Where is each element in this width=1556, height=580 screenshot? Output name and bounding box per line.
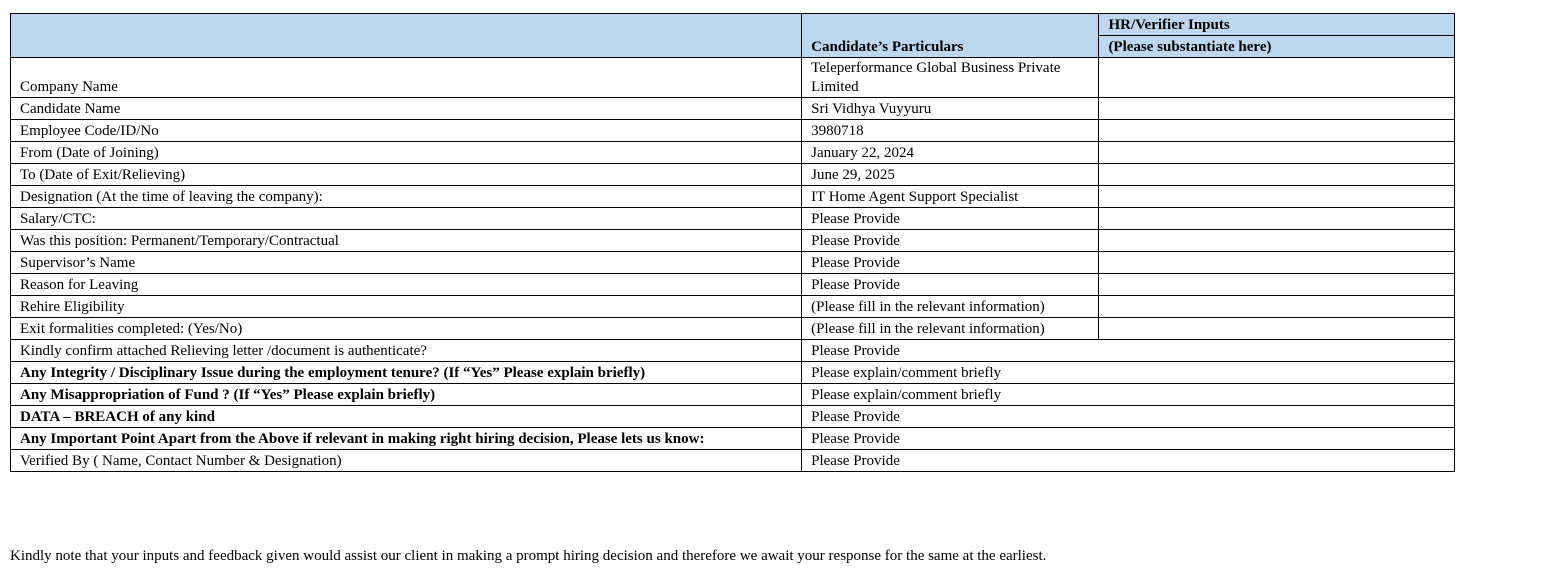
table-row (11, 58, 1455, 98)
row-label: To (Date of Exit/Relieving) (11, 164, 802, 186)
verifier-input-cell[interactable] (1099, 98, 1455, 120)
table-row (11, 428, 1455, 450)
row-label: Rehire Eligibility (11, 296, 802, 318)
table-row (11, 252, 1455, 274)
row-value: Please Provide (802, 428, 1455, 450)
row-label: Supervisor’s Name (11, 252, 802, 274)
verifier-input-cell[interactable] (1099, 230, 1455, 252)
row-value: Teleperformance Global Business Private Limited (802, 58, 1099, 98)
table-row (11, 362, 1455, 384)
table-row (11, 164, 1455, 186)
verifier-input-cell[interactable] (1099, 252, 1455, 274)
table-row (11, 340, 1455, 362)
row-label: Exit formalities completed: (Yes/No) (11, 318, 802, 340)
row-label: Any Integrity / Disciplinary Issue during the employment tenure? (If “Yes” Please explain briefly) (11, 362, 802, 384)
header-verifier-inputs: HR/Verifier Inputs (1099, 14, 1455, 36)
verifier-input-cell[interactable] (1099, 164, 1455, 186)
row-value: Please Provide (802, 252, 1099, 274)
table-row (11, 296, 1455, 318)
row-label: DATA – BREACH of any kind (11, 406, 802, 428)
table-row (11, 406, 1455, 428)
verifier-input-cell[interactable] (1099, 186, 1455, 208)
row-value: June 29, 2025 (802, 164, 1099, 186)
table-row (11, 98, 1455, 120)
row-value: IT Home Agent Support Specialist (802, 186, 1099, 208)
row-label: From (Date of Joining) (11, 142, 802, 164)
table-row (11, 186, 1455, 208)
table-row (11, 318, 1455, 340)
row-value: 3980718 (802, 120, 1099, 142)
row-value: Please Provide (802, 340, 1455, 362)
table-row (11, 274, 1455, 296)
row-label: Company Name (11, 58, 802, 98)
row-value: (Please fill in the relevant information) (802, 296, 1099, 318)
table-row (11, 142, 1455, 164)
verifier-input-cell[interactable] (1099, 58, 1455, 98)
table-row (11, 230, 1455, 252)
row-value: Sri Vidhya Vuyyuru (802, 98, 1099, 120)
verification-form-table (10, 13, 1455, 472)
row-value: Please explain/comment briefly (802, 362, 1455, 384)
row-value: January 22, 2024 (802, 142, 1099, 164)
row-label: Any Important Point Apart from the Above if relevant in making right hiring decision, Please lets us know: (11, 428, 802, 450)
row-label: Was this position: Permanent/Temporary/Contractual (11, 230, 802, 252)
verifier-input-cell[interactable] (1099, 318, 1455, 340)
table-row (11, 120, 1455, 142)
row-label: Reason for Leaving (11, 274, 802, 296)
row-value: Please Provide (802, 208, 1099, 230)
header-candidate-particulars: Candidate’s Particulars (802, 14, 1099, 58)
header-blank-cell (11, 14, 802, 58)
verifier-input-cell[interactable] (1099, 274, 1455, 296)
verifier-input-cell[interactable] (1099, 142, 1455, 164)
row-value: Please explain/comment briefly (802, 384, 1455, 406)
row-value: Please Provide (802, 274, 1099, 296)
row-label: Salary/CTC: (11, 208, 802, 230)
row-value: Please Provide (802, 230, 1099, 252)
row-label: Kindly confirm attached Relieving letter /document is authenticate? (11, 340, 802, 362)
table-row (11, 208, 1455, 230)
row-label: Verified By ( Name, Contact Number & Designation) (11, 450, 802, 472)
header-row-top (11, 14, 1455, 36)
verifier-input-cell[interactable] (1099, 208, 1455, 230)
row-value: (Please fill in the relevant information) (802, 318, 1099, 340)
footer-note: Kindly note that your inputs and feedback given would assist our client in making a prompt hiring decision and therefore we await your response for the same at the earliest. (10, 548, 1047, 564)
header-substantiate-note: (Please substantiate here) (1099, 36, 1455, 58)
table-row (11, 384, 1455, 406)
row-label: Candidate Name (11, 98, 802, 120)
row-label: Any Misappropriation of Fund ? (If “Yes” Please explain briefly) (11, 384, 802, 406)
verifier-input-cell[interactable] (1099, 296, 1455, 318)
row-value: Please Provide (802, 450, 1455, 472)
row-label: Employee Code/ID/No (11, 120, 802, 142)
row-value: Please Provide (802, 406, 1455, 428)
row-label: Designation (At the time of leaving the company): (11, 186, 802, 208)
table-row (11, 450, 1455, 472)
verifier-input-cell[interactable] (1099, 120, 1455, 142)
